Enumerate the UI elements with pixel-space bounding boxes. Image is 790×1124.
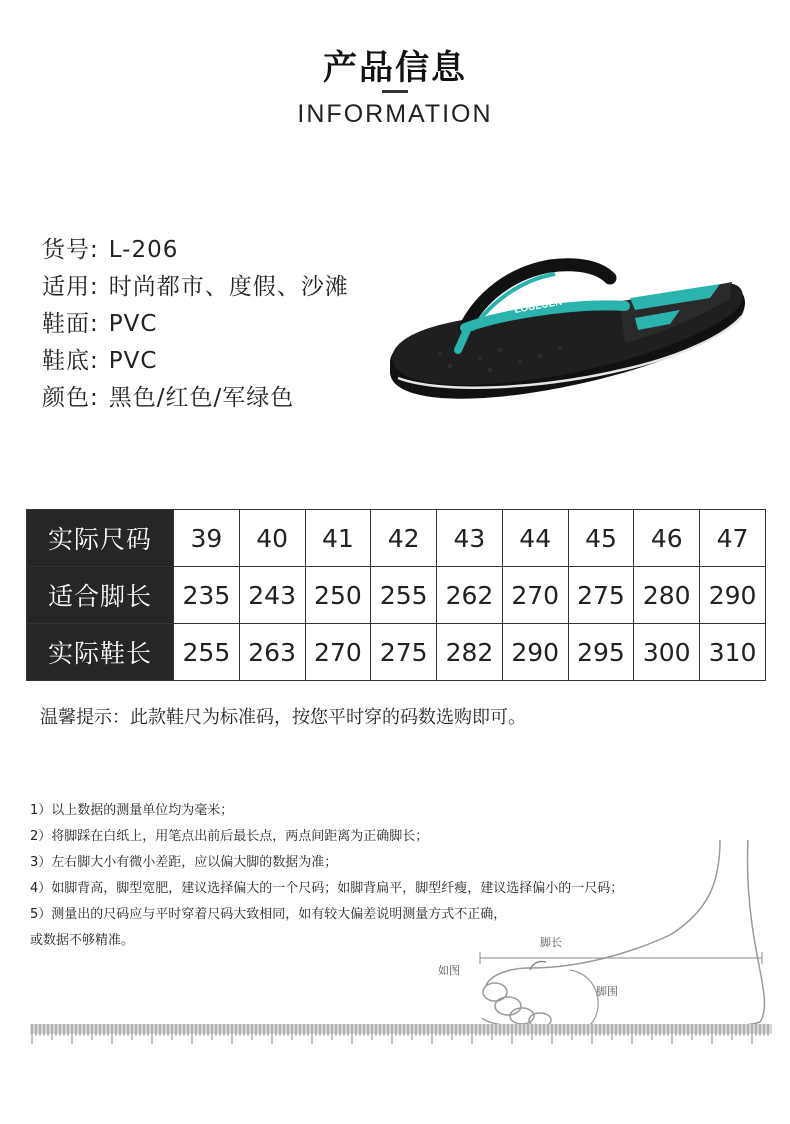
size-cell: 47	[700, 510, 766, 567]
brand-text: LOULUEN	[513, 296, 564, 316]
title-divider	[382, 90, 408, 93]
size-table	[26, 509, 766, 681]
product-info	[42, 232, 349, 417]
size-cell: 275	[371, 624, 437, 681]
size-cell: 45	[568, 510, 634, 567]
note-line: 1）以上数据的测量单位均为毫米；	[30, 803, 234, 818]
row-header: 适合脚长	[27, 567, 174, 624]
size-cell: 46	[634, 510, 700, 567]
size-cell: 39	[174, 510, 240, 567]
size-cell: 290	[700, 567, 766, 624]
note-line: 3）左右脚大小有微小差距，应以偏大脚的数据为准；	[30, 855, 338, 870]
size-cell: 43	[437, 510, 503, 567]
size-cell: 275	[568, 567, 634, 624]
size-cell: 250	[305, 567, 371, 624]
size-cell: 280	[634, 567, 700, 624]
note-line: 或数据不够精准。	[30, 933, 135, 948]
size-cell: 295	[568, 624, 634, 681]
size-cell: 262	[437, 567, 503, 624]
size-cell: 263	[239, 624, 305, 681]
note-line: 4）如脚背高，脚型宽肥，建议选择偏大的一个尺码；如脚背扁平，脚型纤瘦，建议选择偏小的一尺码；	[30, 881, 624, 896]
info-row-item-no: 货号: L-206	[42, 237, 179, 263]
ruler	[30, 1022, 772, 1046]
size-cell: 290	[502, 624, 568, 681]
page-title-cn: 产品信息	[323, 48, 467, 88]
size-row-actual-size	[27, 510, 766, 567]
note-line: 5）测量出的尺码应与平时穿着尺码大致相同，如有较大偏差说明测量方式不正确，	[30, 907, 507, 922]
page-title-en: INFORMATION	[297, 100, 493, 128]
size-cell: 243	[239, 567, 305, 624]
label-foot-girth: 脚围	[596, 985, 618, 998]
info-row-usage: 适用: 时尚都市、度假、沙滩	[42, 274, 349, 300]
size-cell: 44	[502, 510, 568, 567]
size-cell: 270	[502, 567, 568, 624]
note-line: 2）将脚踩在白纸上，用笔点出前后最长点，两点间距离为正确脚长；	[30, 829, 429, 844]
size-cell: 255	[371, 567, 437, 624]
size-cell: 42	[371, 510, 437, 567]
size-row-foot-length	[27, 567, 766, 624]
size-cell: 310	[700, 624, 766, 681]
info-row-sole: 鞋底: PVC	[42, 348, 158, 374]
foot-measure-diagram	[420, 840, 790, 1040]
size-row-shoe-length	[27, 624, 766, 681]
size-cell: 270	[305, 624, 371, 681]
size-cell: 41	[305, 510, 371, 567]
row-header: 实际鞋长	[27, 624, 174, 681]
size-cell: 235	[174, 567, 240, 624]
label-foot-length: 脚长	[540, 936, 562, 949]
product-image-flip-flop	[380, 258, 750, 418]
row-header: 实际尺码	[27, 510, 174, 567]
size-cell: 300	[634, 624, 700, 681]
info-row-colors: 颜色: 黑色/红色/军绿色	[42, 385, 295, 411]
size-tip: 温馨提示：此款鞋尺为标准码，按您平时穿的码数选购即可。	[40, 707, 526, 728]
size-cell: 40	[239, 510, 305, 567]
size-cell: 282	[437, 624, 503, 681]
label-example: 如图	[438, 964, 460, 977]
info-row-upper: 鞋面: PVC	[42, 311, 158, 337]
size-cell: 255	[174, 624, 240, 681]
